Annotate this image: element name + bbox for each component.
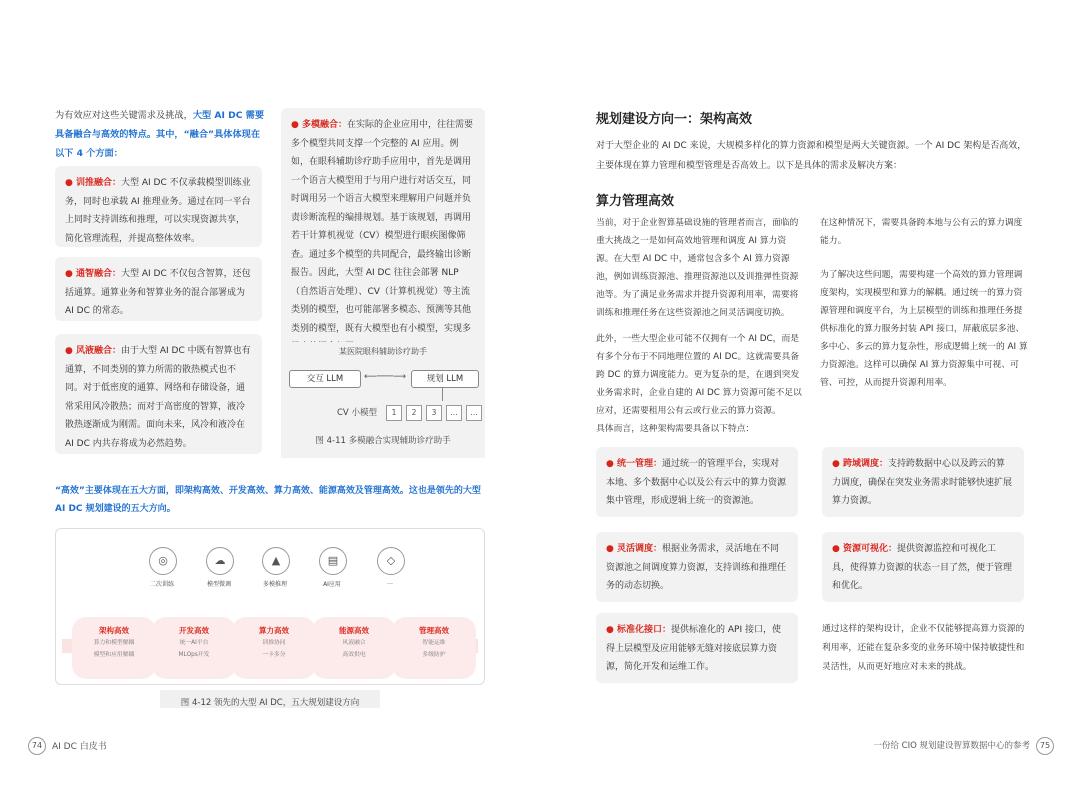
feature-card-visualization: ● 资源可视化：提供资源监控和可视化工具，使得算力资源的状态一目了然，便于管理和优化。 bbox=[822, 532, 1024, 602]
page-number-right: 75 bbox=[1036, 737, 1054, 755]
fig11-cv-item: 1 bbox=[386, 405, 402, 421]
icon-label: 多模推理 bbox=[262, 581, 287, 588]
feature-card-standard-api: ● 标准化接口：提供标准化的 API 接口，使得上层模型及应用能够无缝对接底层算力资源，简化开发和运维工作。 bbox=[596, 613, 798, 683]
icon-label: 模型微调 bbox=[206, 581, 231, 588]
footer-title-left: AI DC 白皮书 bbox=[52, 742, 107, 752]
fig11-caption: 图 4-11 多模融合实现辅助诊疗助手 bbox=[315, 436, 451, 446]
fig11-title: 某医院眼科辅助诊疗助手 bbox=[339, 347, 427, 356]
bullet-dot: ● bbox=[65, 346, 76, 356]
left-intro: 为有效应对这些关键需求及挑战，大型 AI DC 需要具备融合与高效的特点。其中，“融合”具体体现在以下 4 个方面： bbox=[55, 110, 265, 159]
icon-label: 二次训练 bbox=[149, 581, 174, 588]
fusion-card-train-infer: ● 训推融合：大型 AI DC 不仅承载模型训练业务，同时也承载 AI 推理业务。通过在同一平台上同时支持训练和推理，可以实现资源共享，简化管理流程，并提高整体效率。 bbox=[55, 166, 262, 247]
right-col-right: 在这种情况下，需要具备跨本地与公有云的算力调度能力。 为了解决这些问题，需要构建一个高效的算力管理调度架构，实现模型和算力的解耦。通过统一的算力资源管理和调度平台，为上层模型的训练和推理任务提供标准化的算力服务封装 API 接口，屏蔽底层多池、多中心、多云的算力复杂性，形成逻辑上统一的 AI 算力资源池。这样可以确保 AI 算力资源集中可视、可管、可控，从而提升资源利用率。 bbox=[820, 218, 1028, 388]
fig11-cv-item: 3 bbox=[426, 405, 442, 421]
image-icon: ▲ bbox=[262, 547, 290, 575]
bullet-dot: ● bbox=[291, 120, 302, 130]
feature-card-unified: ● 统一管理：通过统一的管理平台，实现对本地、多个数据中心以及公有云中的算力资源集中管理，形成逻辑上统一的资源池。 bbox=[596, 447, 798, 517]
page-number-left: 74 bbox=[28, 737, 46, 755]
bullet-dot: ● bbox=[65, 269, 76, 279]
fig12-caption: 图 4-12 领先的大型 AI DC，五大规划建设方向 bbox=[160, 690, 380, 708]
bullet-dot: ● bbox=[832, 544, 843, 554]
globe-icon: ◎ bbox=[149, 547, 177, 575]
fig11-box-interaction-llm: 交互 LLM bbox=[289, 370, 361, 388]
icon-label: … bbox=[387, 579, 393, 586]
right-col-left: 当前，对于企业智算基础设施的管理者而言，面临的重大挑战之一是如何高效地管理和调度 AI 算力资源。在大型 AI DC 中，通常包含多个 AI 算力资源池，例如训练资源池、推理资源池以及训推弹性资源池等。为了满足业务需求并提升资源利用率，需要将训练和推理任务在这些资源池之间灵活调度切换。 此外，一些大型企业可能不仅拥有一个 AI DC，而是有多个分布于不同地理位置的 AI DC。这就需要具备跨 DC 的算力调度能力。更为复杂的是，在遇到突发业务需求时，企业自建的 AI DC 算力资源可能不足以应对，还需要租用公有云或行业云的算力资源。 具体而言，这种架构需要具备以下特点： bbox=[596, 218, 802, 434]
figure-4-12 bbox=[55, 528, 485, 685]
brain-icon: ☁ bbox=[206, 547, 234, 575]
fig11-box-planning-llm: 规划 LLM bbox=[411, 370, 479, 388]
document-icon: ▤ bbox=[319, 547, 347, 575]
pill-compute: 算力高效 训推协同 一卡多分 bbox=[232, 617, 316, 679]
fig11-cv-item: 2 bbox=[406, 405, 422, 421]
figure-4-11 bbox=[281, 342, 485, 458]
right-intro: 对于大型企业的 AI DC 来说，大规模多样化的算力资源和模型是两大关键资源。一个 AI DC 架构是否高效，主要体现在算力管理和模型管理是否高效上。以下是具体的需求及解决方案： bbox=[596, 141, 1027, 171]
fusion-card-air-liquid: ● 风液融合：由于大型 AI DC 中既有智算也有通算，不同类别的算力所需的散热模式也不同。对于低密度的通算、网络和存储设备，通常采用风冷散热；而对于高密度的智算，液冷散热逐渐成为刚需。面向未来，风冷和液冷在 AI DC 内共存将成为必然趋势。 bbox=[55, 334, 262, 454]
bullet-dot: ● bbox=[606, 459, 617, 469]
fusion-card-general-intelligent: ● 通智融合：大型 AI DC 不仅包含智算，还包括通算。通算业务和智算业务的混合部署成为 AI DC 的常态。 bbox=[55, 257, 262, 321]
fig11-connector bbox=[442, 387, 443, 401]
fusion-card-multimodel: ● 多模融合：在实际的企业应用中，往往需要多个模型共同支撑一个完整的 AI 应用。例如，在眼科辅助诊疗助手应用中，首先是调用一个语言大模型用于与用户进行对话交互，同时调用另一个语言大模型来理解用户问题并负责诊断流程的编排规划。基于该规划，再调用若干计算机视觉（CV）模型进行眼疾图像筛查。通过多个模型的共同配合，最终输出诊断报告。因此，大型 AI DC 往往会部署 NLP（自然语言处理）、CV（计算机视觉）等主流类别的模型，也可能部署多模态、预测等其他类别的模型，既有大模型也有小模型，实现多 bbox=[281, 108, 485, 458]
icon-label: AI应用 bbox=[323, 581, 341, 588]
efficiency-text: “高效”主要体现在五大方面，即架构高效、开发高效、算力高效、能源高效及管理高效。这也是领先的大型 AI DC 规划建设的五大方向。 bbox=[55, 486, 481, 514]
car-icon: ◇ bbox=[377, 547, 405, 575]
right-heading: 规划建设方向一：架构高效 bbox=[596, 112, 753, 127]
fig11-arrow: ⟵───⟶ bbox=[363, 372, 407, 382]
pill-management: 管理高效 智能运维 多级防护 bbox=[392, 617, 476, 679]
bullet-dot: ● bbox=[606, 625, 617, 635]
feature-card-cross-domain: ● 跨域调度：支持跨数据中心以及跨云的算力调度，确保在突发业务需求时能够快速扩展算力资源。 bbox=[822, 447, 1024, 517]
pill-architecture: 架构高效 算力和模型解耦 模型和应用解耦 bbox=[72, 617, 156, 679]
fig11-cv-label: CV 小模型 bbox=[337, 408, 377, 418]
fig11-cv-item: … bbox=[446, 405, 462, 421]
feature-card-flexible: ● 灵活调度：根据业务需求，灵活地在不同资源池之间调度算力资源，支持训练和推理任务的动态切换。 bbox=[596, 532, 798, 602]
bullet-dot: ● bbox=[65, 178, 76, 188]
pill-energy: 能源高效 风液融合 高效供电 bbox=[312, 617, 396, 679]
bullet-dot: ● bbox=[606, 544, 617, 554]
footer-title-right: 一份给 CIO 规划建设智算数据中心的参考 bbox=[873, 741, 1030, 751]
fig11-cv-item: … bbox=[466, 405, 482, 421]
intro-highlight: 大型 AI DC 需要具备融合与高效的特点。其中，“融合”具体体现在以下 4 个方面： bbox=[55, 110, 265, 159]
right-subheading: 算力管理高效 bbox=[596, 194, 675, 209]
bullet-dot: ● bbox=[832, 459, 843, 469]
pill-development: 开发高效 统一AI平台 MLOps开发 bbox=[152, 617, 236, 679]
right-closing: 通过这样的架构设计，企业不仅能够提高算力资源的利用率，还能在复杂多变的业务环境中保持敏捷性和灵活性，从而更好地应对未来的挑战。 bbox=[822, 624, 1025, 672]
